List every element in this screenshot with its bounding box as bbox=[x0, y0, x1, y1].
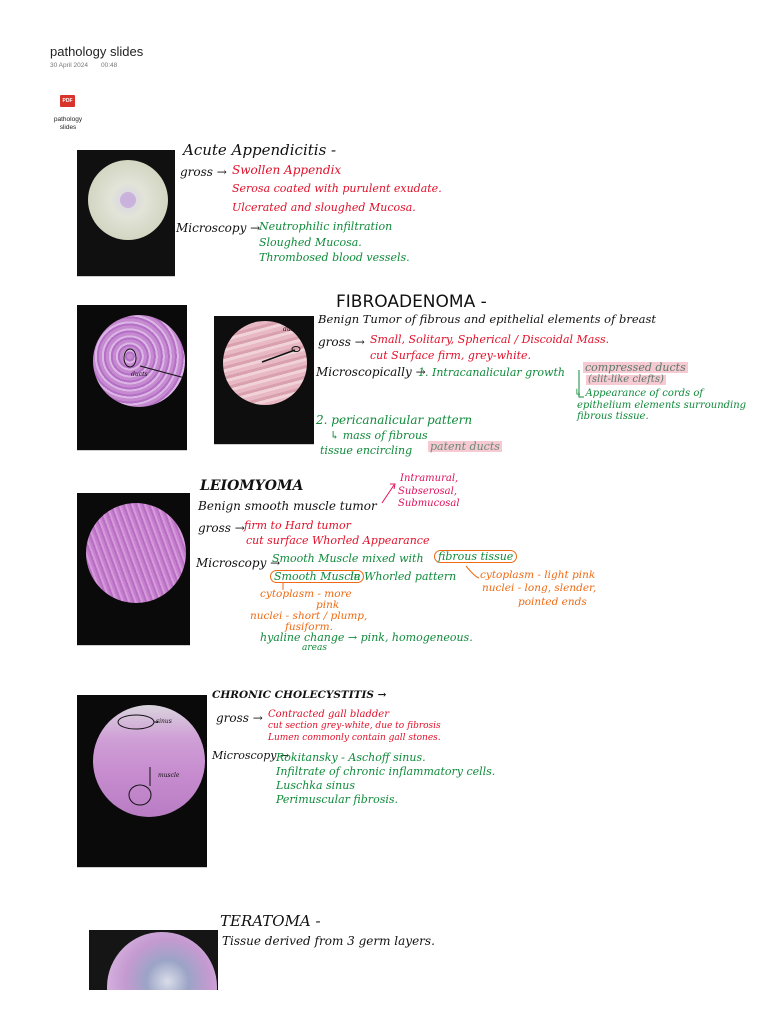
appendicitis-gross-1: Swollen Appendix bbox=[232, 163, 342, 177]
leiomyoma-cytoplasm-left-2: pink bbox=[316, 599, 340, 611]
fibroadenoma-peri: 2. pericanalicular pattern bbox=[316, 413, 473, 427]
fibroadenoma-micro-label: Microscopically → bbox=[316, 365, 426, 379]
leiomyoma-nuclei-left-2: fusiform. bbox=[285, 621, 333, 633]
cholecystitis-gross-label: gross → bbox=[216, 711, 263, 725]
note-time: 00:48 bbox=[101, 62, 118, 69]
leiomyoma-areas: areas bbox=[302, 643, 327, 653]
appendicitis-gross-label: gross → bbox=[180, 165, 227, 179]
fibroadenoma-slit-clefts: (slit-like clefts) bbox=[588, 374, 664, 385]
appendicitis-title: Acute Appendicitis - bbox=[183, 141, 337, 159]
fibroadenoma-patent-ducts: patent ducts bbox=[430, 440, 500, 453]
leiomyoma-title: LEIOMYOMA bbox=[200, 478, 304, 494]
pdf-file-icon: PDF bbox=[60, 95, 75, 107]
fibroadenoma-appearance-3: fibrous tissue. bbox=[577, 411, 649, 422]
cholecystitis-title: CHRONIC CHOLECYSTITIS → bbox=[212, 689, 387, 701]
leiomyoma-site-1: Intramural, bbox=[400, 473, 459, 484]
cholecystitis-gross-3: Lumen commonly contain gall stones. bbox=[268, 733, 441, 743]
fibroadenoma-gross-2: cut Surface firm, grey-white. bbox=[370, 349, 532, 362]
leiomyoma-smooth-muscle: Smooth Muscle bbox=[270, 570, 364, 583]
fibroadenoma-title: FIBROADENOMA - bbox=[336, 292, 487, 312]
fibroadenoma-duct-label-1: ducts bbox=[131, 371, 148, 378]
cholecystitis-gross-2: cut section grey-white, due to fibrosis bbox=[268, 721, 441, 731]
note-date: 30 April 2024 bbox=[50, 62, 88, 69]
cholecystitis-muscle-label: muscle bbox=[158, 772, 180, 779]
leiomyoma-hyaline: hyaline change → pink, homogeneous. bbox=[260, 631, 473, 644]
appendicitis-gross-2: Serosa coated with purulent exudate. bbox=[232, 182, 442, 195]
leiomyoma-cytoplasm-right: cytoplasm - light pink bbox=[480, 569, 596, 581]
fibroadenoma-compressed-ducts: compressed ducts bbox=[585, 361, 686, 374]
attachment-name-line-2: slides bbox=[59, 124, 77, 131]
leiomyoma-nuclei-right-2: pointed ends bbox=[518, 596, 587, 608]
leiomyoma-gross-label: gross → bbox=[198, 521, 245, 535]
fibroadenoma-intro: Benign Tumor of fibrous and epithelial elements of breast bbox=[318, 312, 657, 326]
appendicitis-micro-label: Microscopy → bbox=[176, 221, 261, 235]
leiomyoma-cytoplasm-left: cytoplasm - more bbox=[260, 588, 352, 600]
teratoma-slide-photo[interactable] bbox=[89, 930, 218, 990]
cholecystitis-micro-label: Microscopy → bbox=[212, 749, 290, 762]
cholecystitis-micro-1: Rokitansky - Aschoff sinus. bbox=[276, 751, 426, 764]
appendicitis-micro-3: Thrombosed blood vessels. bbox=[259, 251, 410, 264]
cholecystitis-micro-3: Luschka sinus bbox=[276, 779, 355, 792]
leiomyoma-intro: Benign smooth muscle tumor bbox=[198, 499, 377, 513]
teratoma-title: TERATOMA - bbox=[220, 912, 321, 930]
cholecystitis-micro-2: Infiltrate of chronic inflammatory cells. bbox=[276, 765, 496, 778]
leiomyoma-gross-2: cut surface Whorled Appearance bbox=[246, 534, 430, 547]
fibroadenoma-appearance-2: epithelium elements surrounding bbox=[577, 400, 747, 411]
leiomyoma-micro-label: Microscopy → bbox=[196, 556, 281, 570]
attachment-name-line-1: pathology bbox=[53, 116, 83, 123]
appendicitis-gross-3: Ulcerated and sloughed Mucosa. bbox=[232, 201, 416, 214]
leiomyoma-site-3: Submucosal bbox=[398, 498, 460, 509]
leiomyoma-nuclei-right: nuclei - long, slender, bbox=[482, 582, 597, 594]
cholecystitis-sinus-label: sinus bbox=[156, 718, 172, 725]
fibroadenoma-mass: ↳ mass of fibrous bbox=[330, 429, 428, 442]
fibroadenoma-duct-label-2: ducts bbox=[283, 326, 300, 333]
leiomyoma-micro-a: Smooth Muscle mixed with bbox=[272, 552, 424, 565]
teratoma-intro: Tissue derived from 3 germ layers. bbox=[222, 934, 435, 948]
note-title: pathology slides bbox=[50, 44, 144, 59]
fibroadenoma-encircling: tissue encircling bbox=[320, 444, 413, 457]
fibroadenoma-appearance-1: ↳ Appearance of cords of bbox=[574, 388, 704, 399]
fibroadenoma-gross-1: Small, Solitary, Spherical / Discoidal Mass. bbox=[370, 333, 610, 346]
fibroadenoma-gross-label: gross → bbox=[318, 335, 365, 349]
cholecystitis-gross-1: Contracted gall bladder bbox=[268, 709, 389, 720]
leiomyoma-fibrous-tissue: fibrous tissue bbox=[434, 550, 517, 563]
fibroadenoma-micro-1: 1. Intracanalicular growth bbox=[418, 366, 565, 379]
appendicitis-micro-1: Neutrophilic infiltration bbox=[259, 220, 393, 233]
cholecystitis-micro-4: Perimuscular fibrosis. bbox=[276, 793, 398, 806]
appendicitis-micro-2: Sloughed Mucosa. bbox=[259, 236, 362, 249]
leiomyoma-micro-b: in Whorled pattern bbox=[350, 570, 457, 583]
leiomyoma-nuclei-left: nuclei - short / plump, bbox=[250, 610, 368, 622]
leiomyoma-site-2: Subserosal, bbox=[398, 486, 458, 497]
leiomyoma-gross-1: firm to Hard tumor bbox=[244, 519, 351, 532]
